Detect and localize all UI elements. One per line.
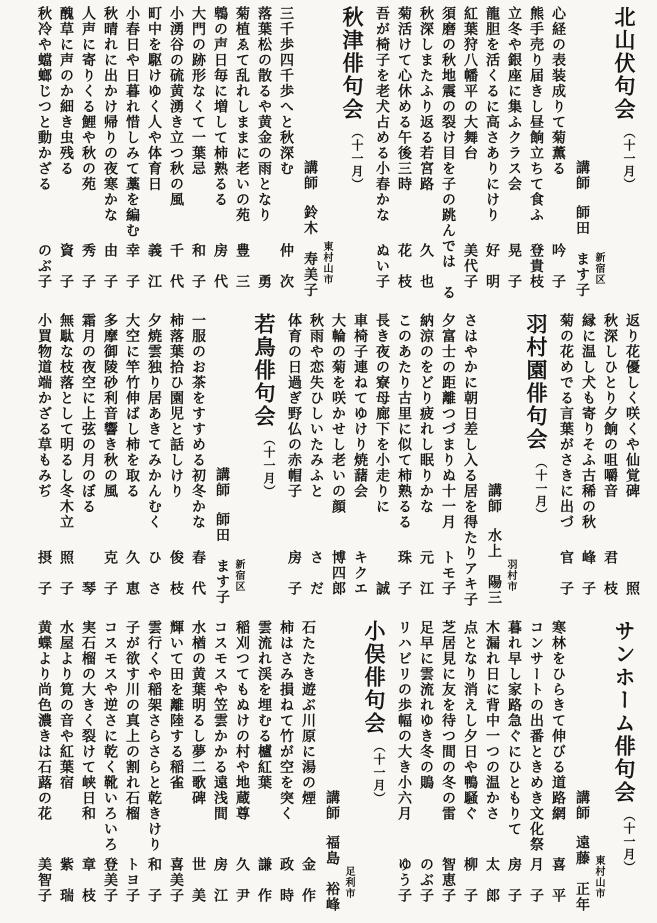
section-title: 北山伏句会 [612, 6, 635, 121]
poem-text: 須磨の秋地震の裂け目を子の跳んで [441, 6, 457, 254]
poem-text: 霜月の夜空に上弦の月のぼる [81, 313, 97, 515]
lecturer-label: 講師 [575, 789, 591, 821]
poem-text: 納涼のをどり疲れし眠りかな [419, 313, 435, 515]
lecturer-name: 遠藤 正年 [575, 834, 591, 912]
section-title: サンホーム俳句会 [612, 620, 635, 804]
poem-text: 大輪の菊を咲かせし老いの顔 [331, 313, 347, 515]
poem-column [437, 6, 459, 301]
section-header [358, 620, 388, 915]
poem-author: 春 代 [191, 549, 207, 596]
poem-author: 和 子 [147, 856, 163, 903]
poem-text: リハビリの歩幅の大き小六月 [397, 620, 413, 822]
poem-text: 醜草に声のか細き虫残る [59, 6, 75, 177]
poem-column [525, 6, 547, 301]
poem-author: 久 恵 [125, 549, 141, 596]
poem-text: 返り花優しく咲くや仙覚碑 [625, 313, 641, 499]
poem-author: アキ子 [463, 561, 479, 608]
section-lecturer [209, 313, 233, 608]
poem-column [349, 313, 371, 608]
poem-text: さはやかに朝日差し入る居を得たり [463, 313, 479, 561]
poem-text: 一服のお茶をすすめる初冬かな [191, 313, 207, 530]
poem-author: 千 代 [169, 242, 185, 289]
poem-column [55, 6, 77, 301]
poem-author: ゆう子 [397, 856, 413, 903]
poem-column [209, 620, 231, 915]
poem-author: 好 明 [485, 242, 501, 289]
poem-author: 世 美 [191, 856, 207, 903]
poem-column [275, 6, 297, 301]
section-header [520, 313, 550, 608]
poem-column [121, 620, 143, 915]
poem-author: 美代子 [463, 242, 479, 289]
poem-column [525, 620, 547, 915]
poem-author: 房 江 [213, 856, 229, 903]
section-month-label: （十一月） [534, 456, 548, 521]
section-city [321, 6, 334, 301]
poem-text: 夕焼雲独り居あきてみかんむく [147, 313, 163, 530]
poem-author: 登貴枝 [529, 242, 545, 289]
poem-text: 菊の花めでる言葉がさきに出づ [559, 313, 575, 530]
poem-column [481, 6, 503, 301]
poem-author: 豊 三 [235, 242, 251, 289]
poem-author: 秀 子 [81, 242, 97, 289]
poem-column [143, 313, 165, 608]
poem-column [33, 6, 55, 301]
poem-column [371, 6, 393, 301]
lecturer-name: 師田 ます子 [575, 205, 591, 298]
poem-text: 縁に温し犬も寄りそふ古稀の秋 [581, 313, 597, 530]
poem-author: 珠 子 [397, 549, 413, 596]
poem-column [481, 620, 503, 915]
poem-text: 吾が椅子を老犬占める小春かな [375, 6, 391, 223]
poem-author: 久 尹 [235, 856, 251, 903]
poem-text: 秋深しひとり夕餉の咀嚼音 [603, 313, 619, 499]
poem-author: 房 代 [213, 242, 229, 289]
poem-text: 小春日や日暮れ惜しみて藁を編む [125, 6, 141, 239]
lecturer-name: 鈴木 寿美子 [303, 205, 319, 298]
poem-text: 町中を駆けゆく人や体育日 [147, 6, 163, 192]
lecturer-label: 講師 [575, 160, 591, 191]
poem-column [165, 6, 187, 301]
poem-text: 水楢の黄葉明るし夢二歌碑 [191, 620, 207, 806]
poem-column [33, 620, 55, 915]
poem-column [393, 313, 415, 608]
lecturer-name: 水上 陽三 [487, 527, 503, 605]
section-header [608, 620, 638, 915]
poem-text: 小買物道端かざる草もみぢ [37, 313, 53, 499]
poem-column [55, 620, 77, 915]
poem-text: 雲行くや稲架さらさらと乾きけり [147, 620, 163, 853]
poem-column [459, 620, 481, 915]
poem-author: 喜 平 [551, 856, 567, 903]
poem-author: 克 子 [103, 549, 119, 596]
poem-column [555, 313, 577, 608]
poem-column [459, 6, 481, 301]
poem-author: 柳 子 [463, 856, 479, 903]
section-month-label: （十一月） [622, 126, 636, 191]
poem-author: 照 子 [59, 549, 75, 596]
poem-column [143, 6, 165, 301]
section-month-label: （十一月） [262, 433, 276, 498]
poem-text: 秋晴れに出かけ帰りの夜寒かな [103, 6, 119, 223]
poem-author: 金 作 [301, 856, 317, 903]
poem-column [503, 620, 525, 915]
poem-column [577, 313, 599, 608]
poem-column [33, 313, 55, 608]
poem-text: 秋深しまたふり返る若宮路 [419, 6, 435, 192]
lecturer-label: 講師 [215, 467, 231, 498]
poem-text: コンサートの出番ときめき文化祭 [529, 620, 545, 853]
band-top [16, 6, 643, 301]
city-label: 羽村市 [505, 559, 516, 592]
poem-column [253, 620, 275, 915]
lecturer-name: 福島 裕峰 [325, 834, 341, 912]
poem-column [99, 313, 121, 608]
poem-text: 黄蝶より尚色濃きは石蕗の花 [37, 620, 53, 822]
poem-column [121, 6, 143, 301]
poem-author: 摂 子 [37, 549, 53, 596]
poem-column [297, 620, 319, 915]
poem-author: は る [441, 254, 457, 301]
poem-text: 子が欲す川の真上の割れ石榴 [125, 620, 141, 822]
poem-column [415, 620, 437, 915]
poem-text: 芝居見に友を待つ間の冬の雷 [441, 620, 457, 822]
section-city [505, 313, 518, 608]
poem-column [503, 6, 525, 301]
section-city [593, 620, 606, 915]
section-header [336, 6, 366, 301]
section-city [593, 6, 606, 301]
poem-author: 久 也 [419, 242, 435, 289]
poem-text: 木漏れ日に背中一つの温かさ [485, 620, 501, 822]
poem-author: 君 枝 [603, 549, 619, 596]
poem-text: 心経の表装成りて菊薫る [551, 6, 567, 177]
section-month-label: （十一月） [372, 740, 386, 805]
section-header [608, 6, 638, 301]
poem-author: 太 郎 [485, 856, 501, 903]
section-title: 羽村園俳句会 [524, 313, 547, 451]
poem-column [547, 6, 569, 301]
band-middle [16, 313, 643, 608]
poem-column [231, 6, 253, 301]
section-lecturer [569, 6, 593, 301]
poem-text: 柿はさみ損ねて竹が空を突く [279, 620, 295, 822]
poem-author: 房 子 [287, 549, 303, 596]
section-header [248, 313, 278, 608]
poem-author: さ だ [309, 549, 325, 596]
poem-author: 智恵子 [441, 856, 457, 903]
poem-column [393, 620, 415, 915]
poem-author: トヨ子 [125, 856, 141, 903]
poem-text: 石たたき遊ぶ川原に湯の煙 [301, 620, 317, 806]
lecturer-name: 師田 ます子 [215, 512, 231, 605]
section-title: 若鳥俳句会 [252, 313, 275, 428]
poem-author: 俊 枝 [169, 549, 185, 596]
poem-author: 元 江 [419, 549, 435, 596]
poem-text: 龍胆を活くるに高さありにけり [485, 6, 501, 223]
poem-author: トモ子 [441, 549, 457, 596]
poem-column [393, 6, 415, 301]
city-label: 足利市 [343, 866, 354, 899]
poem-column [253, 6, 275, 301]
poem-author: 琴 [81, 580, 97, 596]
poem-text: 紅葉狩八幡平の大舞台 [463, 6, 479, 161]
section-title: 小俣俳句会 [362, 620, 385, 735]
lecturer-label: 講師 [325, 789, 341, 821]
poem-author: キクエ [353, 549, 369, 596]
poem-text: 体育の日過ぎ野仏の赤帽子 [287, 313, 303, 499]
poem-text: 鵯の声日毎に増して柿熟るる [213, 6, 229, 208]
poem-author: のぶ子 [419, 856, 435, 903]
poem-author: 月 子 [529, 856, 545, 903]
poem-column [187, 313, 209, 608]
poem-author: 義 江 [147, 242, 163, 289]
poem-text: 夕富士の距離つづまりぬ十一月 [441, 313, 457, 530]
poem-text: 雲流れ渓を埋むる櫨紅葉 [257, 620, 273, 791]
poem-author: 章 枝 [81, 856, 97, 903]
poem-text: 人声に寄りくる鯉や秋の苑 [81, 6, 97, 192]
poem-column [415, 313, 437, 608]
poem-column [143, 620, 165, 915]
poem-author: 謙 作 [257, 856, 273, 903]
poem-author: 喜美子 [169, 856, 185, 903]
poem-author: ひ さ [147, 549, 163, 596]
section-lecturer [319, 620, 343, 915]
poem-author: 紫 瑞 [59, 856, 75, 903]
poem-column [599, 313, 621, 608]
poem-text: 秋冷や蟷螂じつと動かざる [37, 6, 53, 192]
poem-text: 菊活けて心休める午後三時 [397, 6, 413, 192]
city-label: 新宿区 [233, 559, 244, 592]
poem-column [165, 620, 187, 915]
poem-author: 房 子 [507, 856, 523, 903]
poem-column [99, 6, 121, 301]
poem-text: 秋雨や恋失ひしいたみふと [309, 313, 325, 499]
poem-text: 寒林をひらきて伸びる道路網 [551, 620, 567, 822]
poem-text: 多摩御陵砂利音響き秋の風 [103, 313, 119, 499]
poem-text: 小湧谷の硫黄湧き立つ秋の風 [169, 6, 185, 208]
poem-text: 熊手売り届きし昼餉立ちて食ふ [529, 6, 545, 223]
poem-text: 落葉松の散るや黄金の雨となり [257, 6, 273, 223]
poem-author: 晃 子 [507, 242, 523, 289]
poem-column [121, 313, 143, 608]
section-lecturer [481, 313, 505, 608]
poem-author: 勇 [257, 273, 273, 289]
poem-author: 博四郎 [331, 549, 347, 596]
section-month-label: （十一月） [350, 126, 364, 191]
poem-column [165, 313, 187, 608]
city-label: 東村山市 [321, 241, 332, 285]
poem-author: 仲 次 [279, 242, 295, 289]
poem-author: 登美子 [103, 856, 119, 903]
poem-text: 水屋より筧の音や紅葉宿 [59, 620, 75, 791]
band-bottom [16, 620, 643, 915]
poem-column [437, 313, 459, 608]
poem-text: 立冬や銀座に集ふクラス会 [507, 6, 523, 192]
poem-text: 三千歩四千歩へと秋深む [279, 6, 295, 177]
section-month-label: （十一月） [622, 809, 636, 874]
poem-author: 吟 子 [551, 242, 567, 289]
poem-text: 柿落葉拾ひ園児と話しけり [169, 313, 185, 499]
poem-text: 大門の跡形なくて一葉忌 [191, 6, 207, 177]
poem-text: 無駄な枝落として明るし冬木立 [59, 313, 75, 530]
poem-author: 官 子 [559, 549, 575, 596]
section-lecturer [297, 6, 321, 301]
city-label: 東村山市 [593, 855, 604, 899]
poem-author: 誠 [375, 580, 391, 596]
section-title: 秋津俳句会 [340, 6, 363, 121]
poem-text: 点となり消えし夕日や鴨騒ぐ [463, 620, 479, 822]
poem-column [621, 313, 643, 608]
poem-column [305, 313, 327, 608]
poem-author: のぶ子 [37, 242, 53, 289]
poem-text: 菊植ゑて乱れしままに老いの苑 [235, 6, 251, 223]
poem-text: 大空に竿竹伸ばし柿を取る [125, 313, 141, 499]
poem-column [77, 313, 99, 608]
city-label: 新宿区 [593, 252, 604, 285]
lecturer-label: 講師 [303, 160, 319, 191]
lecturer-label: 講師 [487, 482, 503, 514]
poem-column [187, 6, 209, 301]
poem-column [231, 620, 253, 915]
poem-text: 稲刈つてもぬけの村や地蔵尊 [235, 620, 251, 822]
poem-author: ぬい子 [375, 242, 391, 289]
poem-column [437, 620, 459, 915]
poem-column [209, 6, 231, 301]
poem-author: 幸 子 [125, 242, 141, 289]
poem-author: 和 子 [191, 242, 207, 289]
poem-column [55, 313, 77, 608]
poem-author: 峰 子 [581, 549, 597, 596]
poem-text: 車椅子連ねてゆけり焼藷会 [353, 313, 369, 499]
poem-column [77, 620, 99, 915]
poem-author: 政 時 [279, 856, 295, 903]
poem-author: 美智子 [37, 856, 53, 903]
poem-text: このあたり古里に似て柿熟るる [397, 313, 413, 530]
poem-column [459, 313, 481, 608]
poem-column [283, 313, 305, 608]
poem-column [371, 313, 393, 608]
poem-column [415, 6, 437, 301]
section-city [233, 313, 246, 608]
poem-text: 足早に雲流れゆき冬の鵙 [419, 620, 435, 791]
poem-text: 輝いて田を離陸する稲雀 [169, 620, 185, 791]
poem-author: 資 子 [59, 242, 75, 289]
poem-author: 由 子 [103, 242, 119, 289]
section-city [343, 620, 356, 915]
poem-column [99, 620, 121, 915]
poem-text: 長き夜の寮母廊下を小走りに [375, 313, 391, 515]
poem-text: 実石榴の大きく裂けて峡日和 [81, 620, 97, 822]
poem-author: 花 枝 [397, 242, 413, 289]
poem-column [187, 620, 209, 915]
poem-author: 照 [625, 580, 641, 596]
poem-column [77, 6, 99, 301]
poem-text: コスモスや逆さに乾く靴いろいろ [103, 620, 119, 853]
poem-text: 暮れ早し家路急ぐにひともりて [507, 620, 523, 837]
poem-text: コスモスや笠雲かかる遠浅間 [213, 620, 229, 822]
poem-column [547, 620, 569, 915]
section-lecturer [569, 620, 593, 915]
poem-column [327, 313, 349, 608]
poem-column [275, 620, 297, 915]
